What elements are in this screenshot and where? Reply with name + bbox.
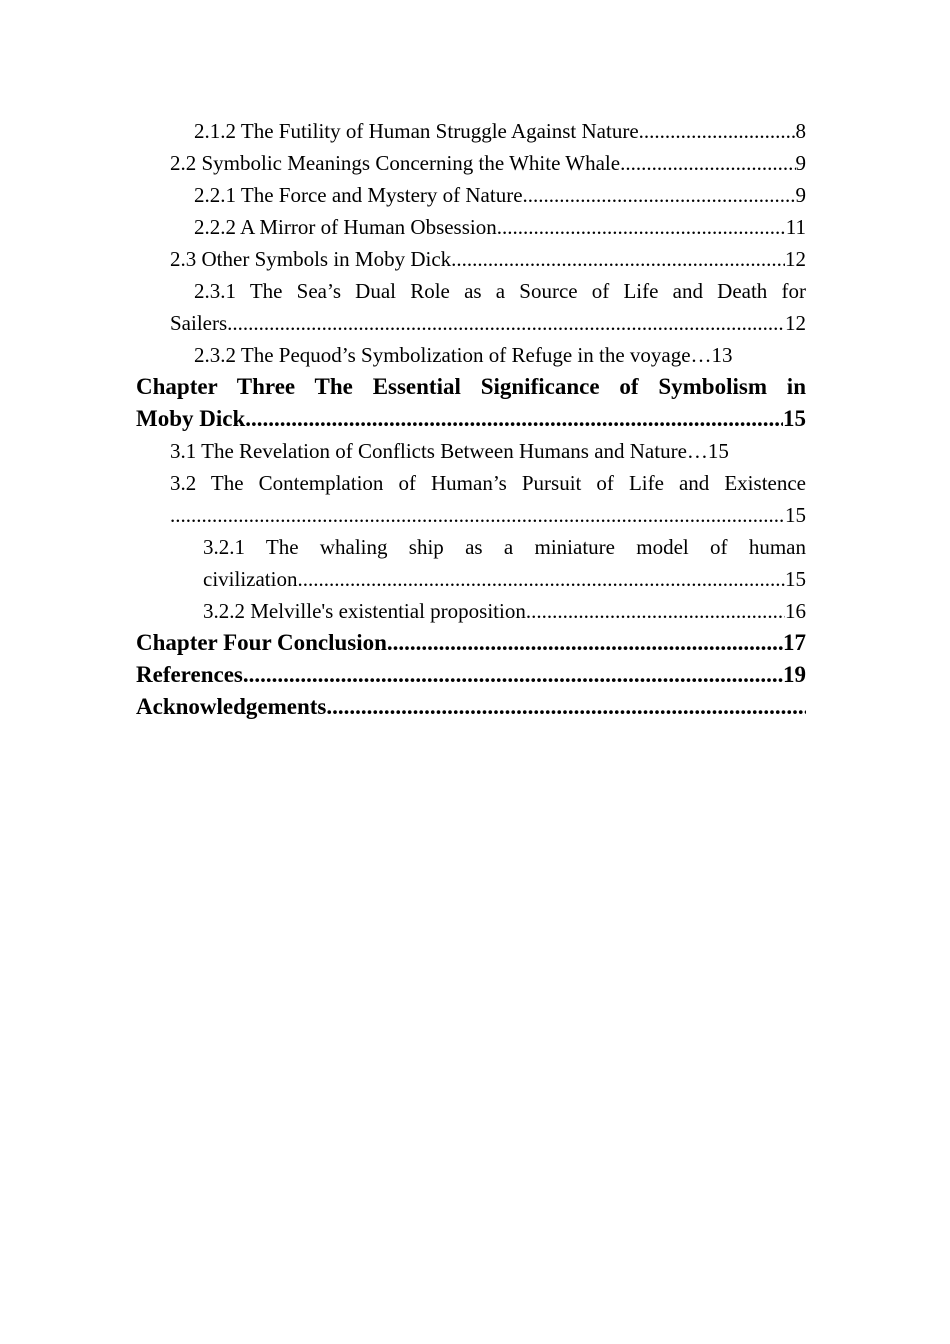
- toc-entry-title: 3.2 The Contemplation of Human’s Pursuit of Life and Existence: [170, 471, 806, 495]
- toc-entry-2-3-2: [136, 339, 806, 371]
- toc-chapter-title: Chapter Four Conclusion: [136, 630, 387, 655]
- toc-page-number: 15: [783, 406, 806, 431]
- dot-leader: [326, 691, 806, 723]
- toc-page-number: 17: [783, 630, 806, 655]
- toc-entry-title: 2.2.1 The Force and Mystery of Nature: [194, 183, 523, 207]
- toc-chapter-title: References: [136, 662, 243, 687]
- toc-page-number: 12: [785, 247, 806, 271]
- toc-chapter-title: Acknowledgements: [136, 694, 327, 719]
- dot-leader: [620, 147, 795, 179]
- toc-chapter-three-line1: [136, 371, 806, 403]
- toc-entry-2-2-2: [136, 211, 806, 243]
- toc-entry-title: 3.2.2 Melville's existential proposition: [203, 599, 526, 623]
- toc-entry-title: 2.3.2 The Pequod’s Symbolization of Refuge in the voyage…: [194, 343, 712, 367]
- toc-page-number: 9: [795, 183, 806, 207]
- toc-chapter-three-line2: [136, 403, 806, 435]
- toc-chapter-title: Chapter Three The Essential Significance of Symbolism in: [136, 374, 806, 399]
- toc-entry-3-2-2: [136, 595, 806, 627]
- toc-page-number: 19: [783, 662, 806, 687]
- toc-entry-title: 2.3 Other Symbols in Moby Dick: [170, 247, 452, 271]
- toc-entry-2-3: [136, 243, 806, 275]
- toc-page-number: 16: [785, 599, 806, 623]
- toc-entry-2-1-2: [136, 115, 806, 147]
- toc-entry-title-cont: civilization: [203, 567, 298, 591]
- toc-acknowledgements: [136, 691, 806, 723]
- toc-entry-3-2-1-line1: [136, 531, 806, 563]
- toc-entry-3-2-1-line2: [136, 563, 806, 595]
- toc-entry-2-2-1: [136, 179, 806, 211]
- dot-leader: [245, 403, 783, 435]
- dot-leader: [170, 499, 785, 531]
- toc-entry-title: 3.2.1 The whaling ship as a miniature model of human: [203, 535, 806, 559]
- toc-entry-2-3-1-line1: [136, 275, 806, 307]
- dot-leader: [523, 179, 796, 211]
- toc-entry-title: 2.2.2 A Mirror of Human Obsession: [194, 215, 497, 239]
- toc-entry-3-1: [136, 435, 806, 467]
- toc-entry-title: 3.1 The Revelation of Conflicts Between Humans and Nature…: [170, 439, 708, 463]
- dot-leader: [297, 563, 785, 595]
- dot-leader: [227, 307, 785, 339]
- dot-leader: [387, 627, 783, 659]
- dot-leader: [526, 595, 785, 627]
- toc-page-number: 9: [795, 151, 806, 175]
- dot-leader: [497, 211, 786, 243]
- dot-leader: [451, 243, 785, 275]
- toc-page-number: 15: [707, 439, 729, 463]
- toc-entry-2-3-1-line2: [136, 307, 806, 339]
- toc-entry-3-2-line1: [136, 467, 806, 499]
- toc-entry-title: 2.1.2 The Futility of Human Struggle Against Nature: [194, 119, 639, 143]
- table-of-contents: [136, 115, 806, 723]
- toc-entry-3-2-line2: [136, 499, 806, 531]
- toc-page-number: 13: [711, 343, 733, 367]
- toc-entry-title: 2.2 Symbolic Meanings Concerning the White Whale: [170, 151, 621, 175]
- toc-page-number: 11: [785, 215, 806, 239]
- toc-chapter-four: [136, 627, 806, 659]
- toc-page-number: 15: [785, 567, 806, 591]
- toc-entry-2-2: [136, 147, 806, 179]
- toc-references: [136, 659, 806, 691]
- dot-leader: [639, 115, 796, 147]
- dot-leader: [243, 659, 783, 691]
- toc-entry-title-cont: Sailers: [170, 311, 228, 335]
- toc-entry-title: 2.3.1 The Sea’s Dual Role as a Source of Life and Death for: [194, 279, 806, 303]
- toc-page-number: 8: [795, 119, 806, 143]
- toc-page-number: 15: [785, 503, 806, 527]
- toc-chapter-title-cont: Moby Dick: [136, 406, 246, 431]
- toc-page-number: 12: [785, 311, 806, 335]
